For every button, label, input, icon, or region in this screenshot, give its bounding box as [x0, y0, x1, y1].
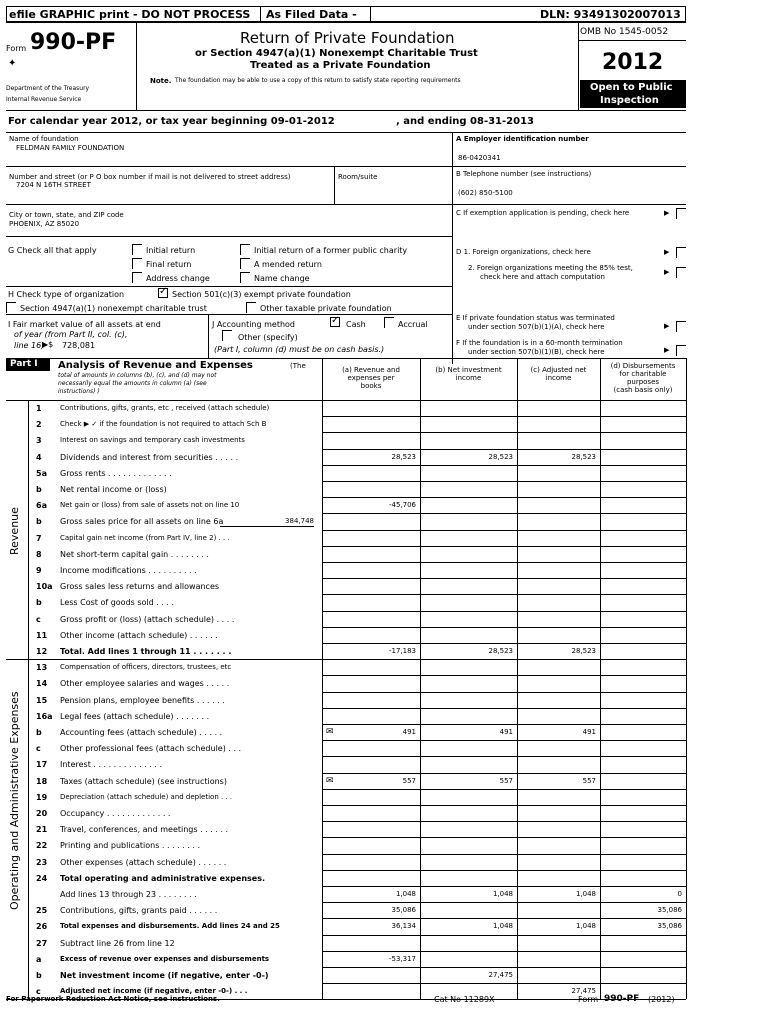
part1-desc3: instructions) ) — [58, 388, 100, 395]
i-value: 728,081 — [62, 341, 96, 350]
row-number: 3 — [36, 436, 42, 446]
row-label: Net rental income or (loss) — [60, 485, 167, 494]
initial-return-checkbox[interactable] — [132, 244, 142, 255]
name-change-label: Name change — [254, 274, 310, 283]
tax-year: 2012 — [602, 50, 664, 75]
cell-col-a: 557 — [402, 776, 416, 785]
g-label: G Check all that apply — [8, 246, 97, 255]
part1-desc2: necessarily equal the amounts in column (a) (see — [58, 380, 207, 387]
row-number: 6a — [36, 501, 47, 511]
cell-col-d: 0 — [677, 890, 682, 898]
final-return-checkbox[interactable] — [132, 258, 142, 269]
col-d-header-line: (cash basis only) — [613, 386, 673, 394]
cell-col-b: 28,523 — [488, 647, 513, 655]
foundation-name: FELDMAN FAMILY FOUNDATION — [16, 144, 125, 152]
row-label: Legal fees (attach schedule) . . . . . . . — [60, 711, 210, 721]
row-label: Net gain or (loss) from sale of assets not on line 10 — [60, 501, 240, 510]
row-number: c — [36, 987, 41, 997]
footer-form-word: Form — [578, 995, 599, 1004]
h-label: H Check type of organization — [8, 290, 125, 299]
other-method-checkbox[interactable] — [222, 330, 232, 341]
row-number: 25 — [36, 906, 48, 916]
open-line2: Inspection — [600, 95, 659, 106]
name-label: Name of foundation — [9, 135, 79, 143]
form-title: Return of Private Foundation — [240, 29, 455, 47]
calendar-year-prefix: For calendar year 2012, or tax year beginning 09-01-2012 — [8, 116, 335, 127]
cell-col-d: 35,086 — [657, 906, 682, 915]
j-note: (Part I, column (d) must be on cash basis.) — [214, 345, 385, 354]
i-arrow-icon: ▶$ — [42, 340, 54, 349]
row-label: Accounting fees (attach schedule) . . . . . — [60, 728, 223, 737]
cell-col-c: 1,048 — [575, 890, 596, 898]
f-checkbox[interactable] — [676, 345, 686, 356]
amended-return-checkbox[interactable] — [240, 258, 250, 269]
cash-checkbox[interactable] — [330, 317, 340, 327]
form-number: 990-PF — [30, 30, 117, 55]
final-return-label: Final return — [146, 260, 192, 269]
footer-form-year: (2012) — [648, 995, 675, 1004]
d2-line1: 2. Foreign organizations meeting the 85% test, — [468, 264, 633, 272]
row-number: 26 — [36, 922, 48, 932]
row-label: Other professional fees (attach schedule) . . . — [60, 744, 242, 754]
row-number: 24 — [36, 873, 48, 883]
row-number: a — [36, 954, 42, 964]
d2-arrow-icon: ▶ — [664, 268, 670, 276]
footer-cat: Cat No 11289X — [434, 995, 495, 1004]
cell-col-c: 27,475 — [571, 987, 596, 996]
name-change-checkbox[interactable] — [240, 272, 250, 283]
side-label-revenue: Revenue — [8, 507, 21, 555]
row-label: Contributions, gifts, grants, etc , received (attach schedule) — [60, 404, 270, 412]
c-checkbox[interactable] — [676, 208, 686, 219]
note-label: Note. — [150, 77, 172, 85]
cell-col-a: 35,086 — [391, 906, 416, 915]
part1-title: Analysis of Revenue and Expenses — [58, 360, 253, 371]
row-number: b — [36, 971, 42, 980]
row-label: Contributions, gifts, grants paid . . . . . . — [60, 906, 218, 916]
accrual-checkbox[interactable] — [384, 317, 394, 328]
h-501c3-label: Section 501(c)(3) exempt private foundation — [172, 290, 351, 299]
row-number: c — [36, 744, 41, 754]
row-number: 11 — [36, 630, 48, 640]
row-label: Net investment income (if negative, enter -0-) — [60, 971, 269, 980]
row-label: Total operating and administrative expenses. — [60, 873, 265, 883]
row-number: 5a — [36, 468, 47, 478]
row-label: Gross profit or (loss) (attach schedule) . . . . — [60, 614, 235, 624]
col-a-header-line: (a) Revenue and — [342, 366, 400, 374]
row-label: Subtract line 26 from line 12 — [60, 938, 175, 948]
row-label: Gross sales less returns and allowances — [60, 582, 220, 592]
i-line2: of year (from Part II, col. (c), — [14, 330, 128, 339]
row-number: 17 — [36, 760, 48, 770]
street-label: Number and street (or P O box number if mail is not delivered to street address) — [9, 173, 291, 181]
cell-col-a: 1,048 — [395, 890, 416, 898]
e-line2: under section 507(b)(1)(A), check here — [468, 323, 605, 331]
row-label: Interest . . . . . . . . . . . . . . — [60, 760, 163, 770]
row-number: 7 — [36, 533, 42, 543]
cell-col-b: 1,048 — [492, 890, 513, 898]
h-4947-label: Section 4947(a)(1) nonexempt charitable trust — [20, 304, 207, 313]
part1-label: Part I — [6, 359, 50, 371]
f-line1: F If the foundation is in a 60-month termination — [456, 339, 623, 347]
row-label: Gross sales price for all assets on line 6a — [60, 517, 224, 527]
col-c-header-line: (c) Adjusted net — [530, 366, 587, 374]
row-label: Net short-term capital gain . . . . . . . . — [60, 549, 209, 559]
cell-col-c: 28,523 — [571, 647, 596, 655]
row-label: Travel, conferences, and meetings . . . . . . — [60, 825, 229, 835]
row-number: 1 — [36, 404, 42, 413]
open-line1: Open to Public — [590, 82, 673, 93]
row-label: Excess of revenue over expenses and disbursements — [60, 954, 270, 963]
row-number: 12 — [36, 647, 48, 656]
form-subtitle1: or Section 4947(a)(1) Nonexempt Charitable Trust — [195, 48, 478, 59]
row-label: Adjusted net income (if negative, enter -0-) . . . — [60, 987, 248, 996]
h-4947-checkbox[interactable] — [6, 302, 16, 313]
city-value: PHOENIX, AZ 85020 — [9, 220, 80, 228]
cell-col-b: 27,475 — [488, 971, 513, 979]
row-label: Other employee salaries and wages . . . . . — [60, 679, 230, 689]
street-value: 7204 N 16TH STREET — [16, 181, 91, 189]
row-number: 20 — [36, 809, 48, 818]
col-d-header-line: for charitable — [619, 370, 667, 378]
col-b-header-line: (b) Net investment — [435, 366, 502, 374]
row-number: 18 — [36, 776, 48, 786]
e-line1: E If private foundation status was terminated — [456, 314, 615, 322]
cell-col-d: 35,086 — [657, 922, 682, 931]
row-label: Occupancy . . . . . . . . . . . . . — [60, 809, 171, 818]
row-number: 13 — [36, 663, 48, 673]
h-other-label: Other taxable private foundation — [260, 304, 392, 313]
f-arrow-icon: ▶ — [664, 346, 670, 354]
row-label: Other expenses (attach schedule) . . . . . . — [60, 857, 227, 867]
row-label: Check ▶ ✓ if the foundation is not required to attach Sch B — [60, 420, 267, 429]
row-label: Taxes (attach schedule) (see instructions) — [60, 776, 227, 786]
row-label: Depreciation (attach schedule) and depletion . . . — [60, 792, 233, 801]
cell-col-c: 491 — [582, 728, 596, 736]
row-number: 14 — [36, 679, 48, 689]
col-d-header-line: purposes — [626, 378, 660, 386]
initial-former-checkbox[interactable] — [240, 244, 250, 255]
row-number: b — [36, 728, 42, 737]
cell-col-a: 36,134 — [391, 922, 416, 931]
h-501c3-checkbox[interactable] — [158, 288, 168, 298]
cell-col-b: 1,048 — [492, 922, 513, 931]
col-b-header-line: income — [455, 374, 482, 382]
row-number: b — [36, 485, 42, 494]
row-number: 8 — [36, 549, 42, 559]
row-number: b — [36, 598, 42, 608]
footer-form-num: 990-PF — [604, 994, 640, 1004]
attachment-icon[interactable]: ✉ — [326, 775, 334, 786]
phone-value: (602) 850-5100 — [458, 189, 513, 197]
row-label: Printing and publications . . . . . . . . — [60, 841, 201, 851]
row-number: 2 — [36, 420, 42, 430]
row-number: 9 — [36, 566, 42, 575]
row-label: Compensation of officers, directors, trustees, etc — [60, 663, 232, 672]
cell-col-c: 1,048 — [575, 922, 596, 931]
row-label: Total. Add lines 1 through 11 . . . . . . . — [60, 647, 232, 656]
cell-col-c: 557 — [582, 776, 596, 785]
amended-return-label: A mended return — [254, 260, 322, 269]
row-number: 27 — [36, 938, 48, 948]
cell-col-a: -53,317 — [388, 954, 416, 963]
efile-banner: efile GRAPHIC print - DO NOT PROCESS — [9, 8, 251, 21]
dln: DLN: 93491302007013 — [540, 8, 681, 21]
dept-line1: Department of the Treasury — [6, 85, 90, 92]
h-other-checkbox[interactable] — [246, 302, 256, 313]
calendar-year-suffix: , and ending 08-31-2013 — [396, 116, 534, 127]
row-label: Total expenses and disbursements. Add lines 24 and 25 — [60, 922, 280, 931]
attachment-icon[interactable]: ✉ — [326, 727, 334, 737]
cell-col-b: 28,523 — [488, 452, 513, 461]
row-inline-value: 384,748 — [285, 517, 314, 526]
row-number: b — [36, 517, 42, 527]
row-label: Pension plans, employee benefits . . . . . . — [60, 695, 225, 705]
col-c-header-line: income — [545, 374, 572, 382]
c-arrow-icon: ▶ — [664, 209, 670, 217]
footer-paperwork: For Paperwork Reduction Act Notice, see instructions. — [6, 995, 220, 1003]
address-change-checkbox[interactable] — [132, 272, 142, 283]
row-number: 21 — [36, 825, 48, 835]
d2-line2: check here and attach computation — [480, 273, 605, 281]
irs-eagle-icon: ✦ — [8, 58, 17, 69]
row-label: Interest on savings and temporary cash investments — [60, 436, 245, 445]
row-number: 16a — [36, 711, 53, 721]
cell-col-a: 28,523 — [391, 452, 416, 461]
row-number: 19 — [36, 792, 48, 802]
cell-col-a: 491 — [402, 728, 416, 736]
row-label: Capital gain net income (from Part IV, line 2) . . . — [60, 533, 230, 542]
cash-label: Cash — [346, 320, 366, 329]
phone-label: B Telephone number (see instructions) — [456, 170, 592, 178]
col-a-header-line: expenses per — [347, 374, 395, 382]
row-label: Other income (attach schedule) . . . . . . — [60, 630, 218, 640]
f-line2: under section 507(b)(1)(B), check here — [468, 348, 605, 356]
cell-col-a: -17,183 — [388, 647, 416, 655]
c-label: C If exemption application is pending, check here — [456, 209, 630, 217]
ein-label: A Employer identification number — [456, 135, 589, 143]
form-subtitle2: Treated as a Private Foundation — [250, 60, 431, 71]
room-label: Room/suite — [338, 173, 378, 181]
col-d-header-line: (d) Disbursements — [610, 362, 676, 370]
row-label: Gross rents . . . . . . . . . . . . . — [60, 468, 172, 478]
city-label: City or town, state, and ZIP code — [9, 211, 124, 219]
row-label: Add lines 13 through 23 . . . . . . . . — [60, 890, 197, 899]
cell-col-b: 491 — [499, 728, 513, 736]
col-a-header-line: books — [360, 382, 382, 390]
address-change-label: Address change — [146, 274, 210, 283]
row-label: Less Cost of goods sold . . . . — [60, 598, 175, 608]
row-number: 23 — [36, 857, 48, 867]
accrual-label: Accrual — [398, 320, 428, 329]
filed-banner: As Filed Data - — [266, 8, 357, 21]
row-number: 10a — [36, 582, 53, 592]
form-prefix: Form — [6, 44, 27, 53]
omb-number: OMB No 1545-0052 — [580, 27, 669, 37]
row-number: 4 — [36, 452, 42, 462]
initial-former-label: Initial return of a former public charity — [254, 246, 408, 255]
j-label: J Accounting method — [212, 320, 296, 329]
i-line1: I Fair market value of all assets at end — [8, 320, 161, 329]
e-checkbox[interactable] — [676, 321, 686, 332]
row-number: c — [36, 614, 41, 624]
row-label: Income modifications . . . . . . . . . . — [60, 566, 197, 575]
row-number: 22 — [36, 841, 48, 851]
side-label-expenses: Operating and Administrative Expenses — [8, 691, 21, 910]
row-number: 15 — [36, 695, 48, 705]
part1-title-note: (The — [290, 362, 306, 370]
i-line3: line 16) — [14, 341, 45, 350]
e-arrow-icon: ▶ — [664, 322, 670, 330]
cell-col-c: 28,523 — [571, 452, 596, 461]
d1-checkbox[interactable] — [676, 247, 686, 258]
dept-line2: Internal Revenue Service — [6, 96, 82, 103]
initial-return-label: Initial return — [146, 246, 196, 255]
ein-value: 86-0420341 — [458, 154, 501, 162]
other-method-label: Other (specify) — [238, 333, 298, 342]
cell-col-b: 557 — [499, 776, 513, 785]
note-text: The foundation may be able to use a copy of this return to satisfy state reporting requirements — [175, 77, 461, 84]
part1-desc1: total of amounts in columns (b), (c), and (d) may not — [58, 372, 217, 379]
cell-col-a: -45,706 — [388, 501, 416, 510]
d2-checkbox[interactable] — [676, 267, 686, 278]
d1-label: D 1. Foreign organizations, check here — [456, 248, 591, 256]
row-label: Dividends and interest from securities . . . . . — [60, 452, 239, 462]
d1-arrow-icon: ▶ — [664, 248, 670, 256]
